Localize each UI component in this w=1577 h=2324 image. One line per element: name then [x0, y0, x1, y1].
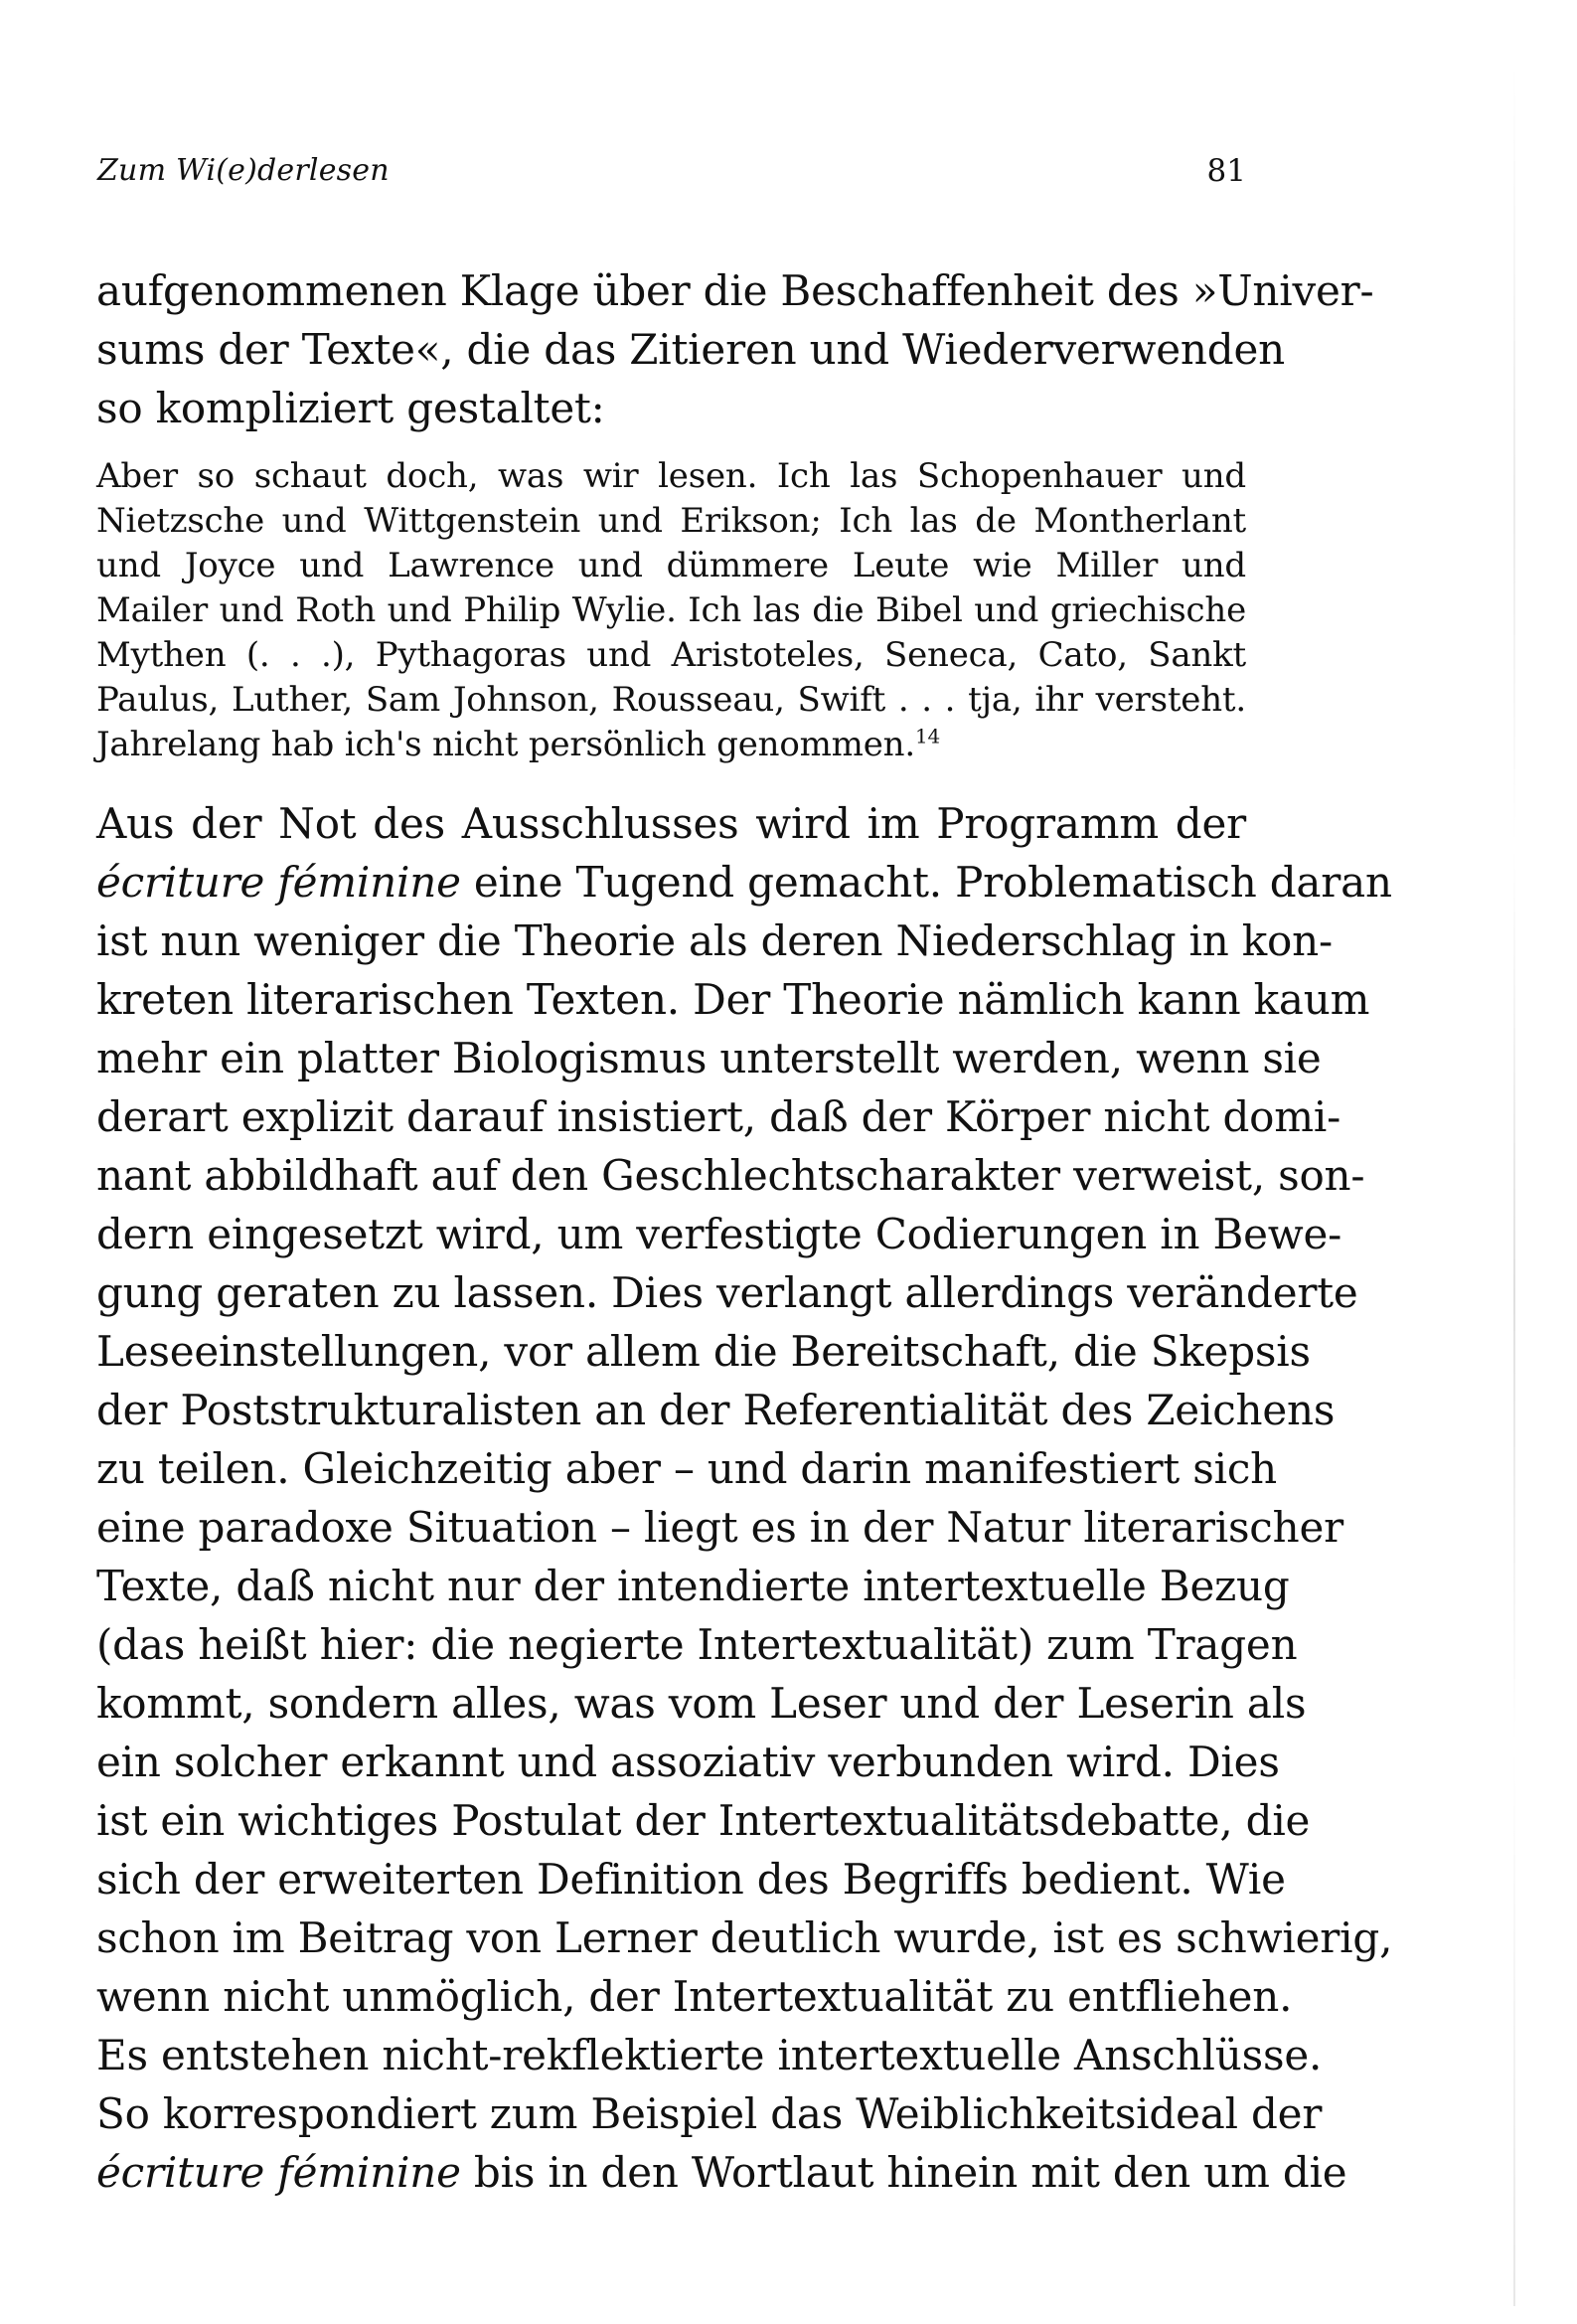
text-line: derart explizit darauf insistiert, daß der Körper nicht domi- [96, 1092, 1341, 1141]
text-line: Texte, daß nicht nur der intendierte intertextuelle Bezug [96, 1562, 1290, 1610]
opening-paragraph [96, 261, 1374, 437]
text-line: zu teilen. Gleichzeitig aber – und darin manifestiert sich [96, 1444, 1278, 1493]
text-line: schon im Beitrag von Lerner deutlich wurde, ist es schwierig, [96, 1913, 1393, 1962]
block-quote [96, 454, 1246, 767]
text-line: nant abbildhaft auf den Geschlechtscharakter verweist, son- [96, 1151, 1365, 1200]
text-line: aufgenommenen Klage über die Beschaffenheit des »Univer- [96, 266, 1374, 315]
text-line: mehr ein platter Biologismus unterstellt werden, wenn sie [96, 1034, 1322, 1082]
running-header [97, 151, 1246, 201]
text-line: so kompliziert gestaltet: [96, 384, 605, 432]
quote-line-text: Jahrelang hab ich's nicht persönlich genommen. [96, 725, 915, 764]
quote-line: Mailer und Roth und Philip Wylie. Ich las die Bibel und griechische [96, 590, 1246, 630]
italic-term: écriture féminine [96, 2148, 461, 2197]
italic-term: écriture féminine [96, 858, 461, 907]
quote-line: Aber so schaut doch, was wir lesen. Ich las Schopenhauer und [96, 456, 1246, 496]
text-line [96, 2143, 1347, 2202]
text-line: eine paradoxe Situation – liegt es in der Natur literarischer [96, 1503, 1343, 1552]
text-line: kreten literarischen Texten. Der Theorie nämlich kann kaum [96, 975, 1370, 1024]
quote-line: Nietzsche und Wittgenstein und Erikson; Ich las de Montherlant [96, 501, 1246, 541]
text-line: ein solcher erkannt und assoziativ verbunden wird. Dies [96, 1738, 1280, 1786]
text-line: dern eingesetzt wird, um verfestigte Codierungen in Bewe- [96, 1210, 1342, 1258]
text-line: Leseeinstellungen, vor allem die Bereitschaft, die Skepsis [96, 1327, 1311, 1376]
quote-line: und Joyce und Lawrence und dümmere Leute wie Miller und [96, 546, 1246, 585]
text-line: So korrespondiert zum Beispiel das Weiblichkeitsideal der [96, 2089, 1323, 2138]
text-line: kommt, sondern alles, was vom Leser und der Leserin als [96, 1679, 1307, 1728]
text-line: gung geraten zu lassen. Dies verlangt allerdings veränderte [96, 1268, 1358, 1317]
main-paragraph [96, 794, 1393, 2202]
text-line: sums der Texte«, die das Zitieren und Wiederverwenden [96, 325, 1285, 374]
text-line: (das heißt hier: die negierte Intertextualität) zum Tragen [96, 1620, 1298, 1669]
text-line: Es entstehen nicht-rekflektierte intertextuelle Anschlüsse. [96, 2031, 1323, 2079]
text-line: ist nun weniger die Theorie als deren Niederschlag in kon- [96, 916, 1333, 965]
quote-line: Paulus, Luther, Sam Johnson, Rousseau, Swift . . . tja, ihr versteht. [96, 680, 1246, 720]
quote-last-line [96, 723, 1246, 767]
text-line: Aus der Not des Ausschlusses wird im Programm der [96, 799, 1246, 848]
running-title: Zum Wi(e)derlesen [97, 153, 390, 188]
text-segment: bis in den Wortlaut hinein mit den um die [460, 2148, 1347, 2197]
page-number: 81 [1206, 153, 1246, 189]
text-line [96, 853, 1392, 912]
footnote-reference: 14 [914, 724, 940, 748]
text-line: wenn nicht unmöglich, der Intertextualität zu entfliehen. [96, 1972, 1293, 2021]
text-segment: eine Tugend gemacht. Problematisch daran [460, 858, 1392, 907]
scan-edge-artifact [1513, 60, 1515, 2306]
text-line: ist ein wichtiges Postulat der Intertextualitätsdebatte, die [96, 1796, 1311, 1845]
text-line: sich der erweiterten Definition des Begriffs bedient. Wie [96, 1855, 1286, 1904]
body-text [96, 261, 1393, 2202]
quote-line: Mythen (. . .), Pythagoras und Aristoteles, Seneca, Cato, Sankt [96, 635, 1246, 675]
text-line: der Poststrukturalisten an der Referentialität des Zeichens [96, 1386, 1336, 1434]
